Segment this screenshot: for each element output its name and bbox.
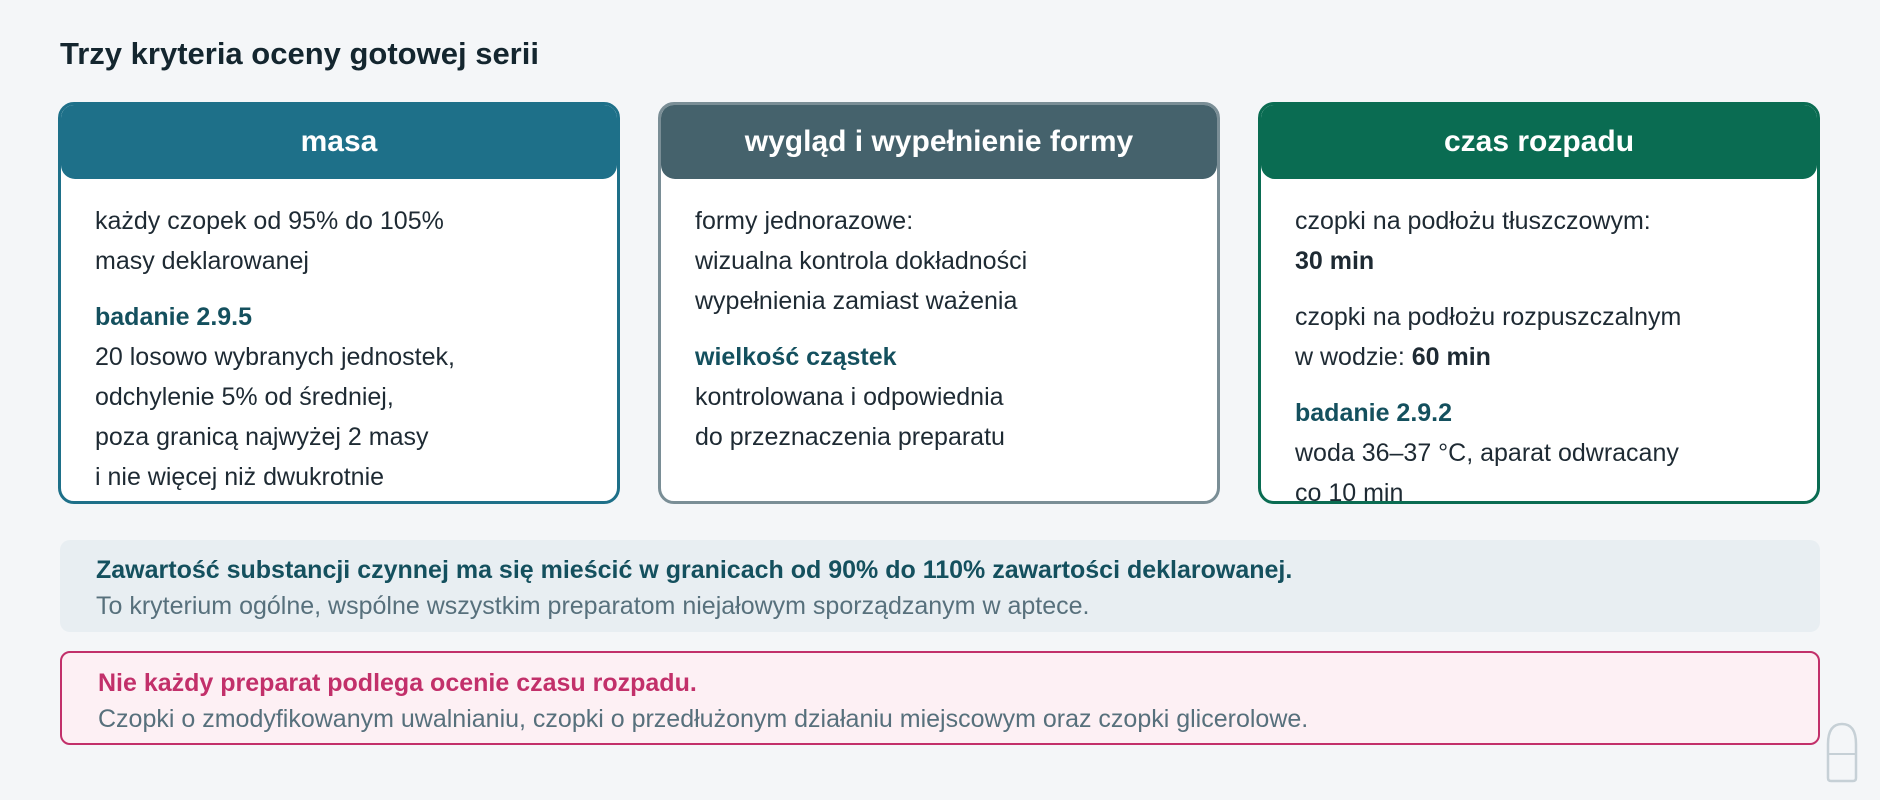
suppository-icon [1824, 720, 1860, 784]
wyglad-line: formy jednorazowe: [695, 207, 914, 235]
card-czas [1258, 102, 1820, 504]
masa-test-line: poza granicą najwyżej 2 masy [95, 423, 429, 451]
czas-test-line: co 10 min [1295, 479, 1404, 504]
card-czas-body [1261, 179, 1817, 504]
card-wyglad-title: wygląd i wypełnienie formy [661, 105, 1217, 179]
wyglad-sub-line: kontrolowana i odpowiednia [695, 383, 1004, 411]
masa-line: każdy czopek od 95% do 105% [95, 207, 444, 235]
info-note-title: Zawartość substancji czynnej ma się mieścić w granicach od 90% do 110% zawartości deklarowanej. [96, 556, 1293, 584]
czas-water-value: 60 min [1411, 343, 1491, 371]
masa-test-label: badanie 2.9.5 [95, 303, 253, 331]
wyglad-line: wizualna kontrola dokładności [695, 247, 1028, 275]
card-wyglad-body [661, 179, 1217, 457]
masa-test-line: 20 losowo wybranych jednostek, [95, 343, 455, 371]
masa-test-line: i nie więcej niż dwukrotnie [95, 463, 385, 491]
warning-note-text: Czopki o zmodyfikowanym uwalnianiu, czopki o przedłużonym działaniu miejscowym oraz czopki glicerolowe. [98, 705, 1309, 733]
card-wyglad [658, 102, 1220, 504]
info-note-text: To kryterium ogólne, wspólne wszystkim preparatom niejałowym sporządzanym w aptece. [96, 592, 1090, 620]
card-masa-title: masa [61, 105, 617, 179]
czas-water-line: czopki na podłożu rozpuszczalnym [1295, 303, 1682, 331]
warning-note [60, 651, 1820, 745]
card-masa [58, 102, 620, 504]
wyglad-sub-line: do przeznaczenia preparatu [695, 423, 1005, 451]
masa-line: masy deklarowanej [95, 247, 309, 275]
czas-fat-value: 30 min [1295, 247, 1375, 275]
wyglad-sub-label: wielkość cząstek [695, 343, 897, 371]
masa-test-line: odchylenie 5% od średniej, [95, 383, 394, 411]
czas-water-prefix: w wodzie: [1295, 343, 1412, 371]
czas-fat-line: czopki na podłożu tłuszczowym: [1295, 207, 1651, 235]
warning-note-title: Nie każdy preparat podlega ocenie czasu rozpadu. [98, 669, 697, 697]
wyglad-line: wypełnienia zamiast ważenia [695, 287, 1018, 315]
info-note [60, 540, 1820, 632]
page-title: Trzy kryteria oceny gotowej serii [60, 36, 539, 71]
czas-water-line2 [1295, 337, 1817, 377]
czas-test-line: woda 36–37 °C, aparat odwracany [1295, 439, 1679, 467]
card-masa-body [61, 179, 617, 497]
czas-test-label: badanie 2.9.2 [1295, 399, 1453, 427]
card-czas-title: czas rozpadu [1261, 105, 1817, 179]
